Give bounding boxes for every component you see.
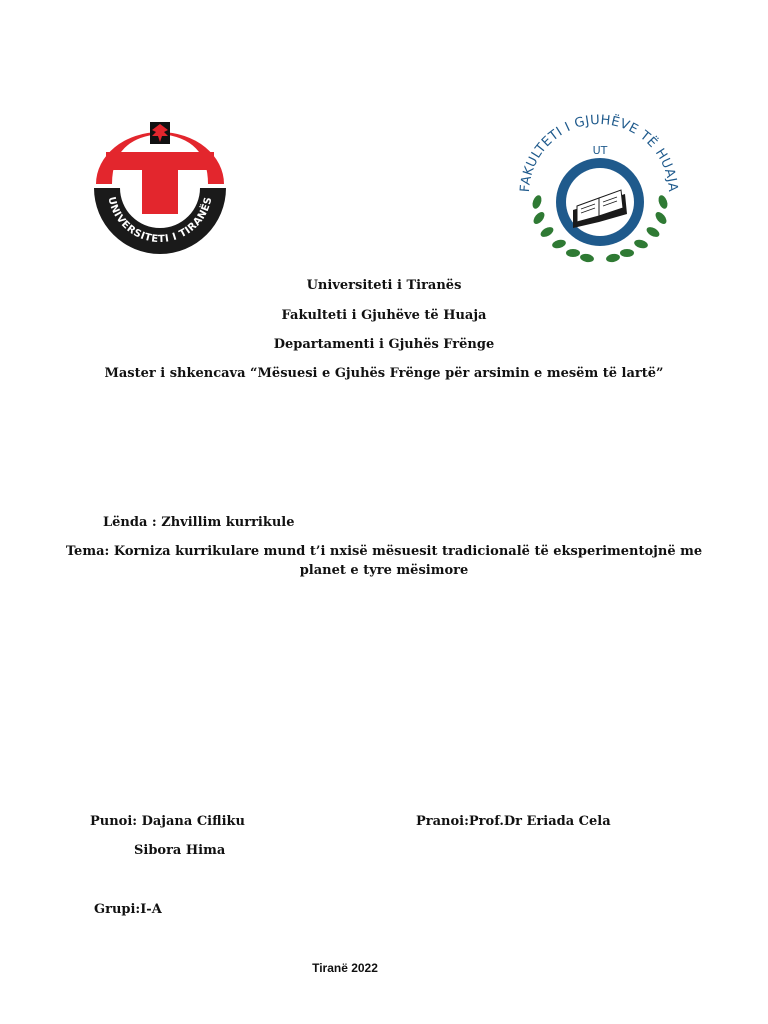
subject-lenda: Lënda : Zhvillim kurrikule: [103, 515, 295, 530]
place-year: Tiranë 2022: [312, 961, 378, 975]
university-logo: [90, 112, 230, 257]
author-pranoi: Pranoi:Prof.Dr Eriada Cela: [416, 814, 611, 829]
university-logo-ring-text: UNIVERSITETI I TIRANËS: [105, 195, 215, 246]
faculty-logo-inner-text: UT: [592, 144, 608, 157]
faculty-logo: [515, 110, 685, 270]
master-title: Master i shkencava “Mësuesi e Gjuhës Frënge për arsimin e mesëm të lartë”: [104, 366, 664, 381]
university-name: Universiteti i Tiranës: [306, 278, 462, 293]
author-punoi: Punoi: Dajana Cifliku: [90, 814, 245, 829]
faculty-name: Fakulteti i Gjuhëve të Huaja: [281, 308, 487, 323]
group-label: Grupi:I-A: [94, 902, 162, 917]
subject-tema-line1: Tema: Korniza kurrikulare mund t’i nxisë mësuesit tradicionalë të eksperimentojnë me: [65, 544, 703, 559]
faculty-logo-ring-text: FAKULTETI I GJUHËVE TË HUAJA: [517, 112, 681, 193]
department-name: Departamenti i Gjuhës Frënge: [273, 337, 495, 352]
eagle-emblem-icon: [150, 122, 170, 144]
author-second: Sibora Hima: [134, 843, 226, 858]
subject-tema-line2: planet e tyre mësimore: [299, 563, 469, 578]
